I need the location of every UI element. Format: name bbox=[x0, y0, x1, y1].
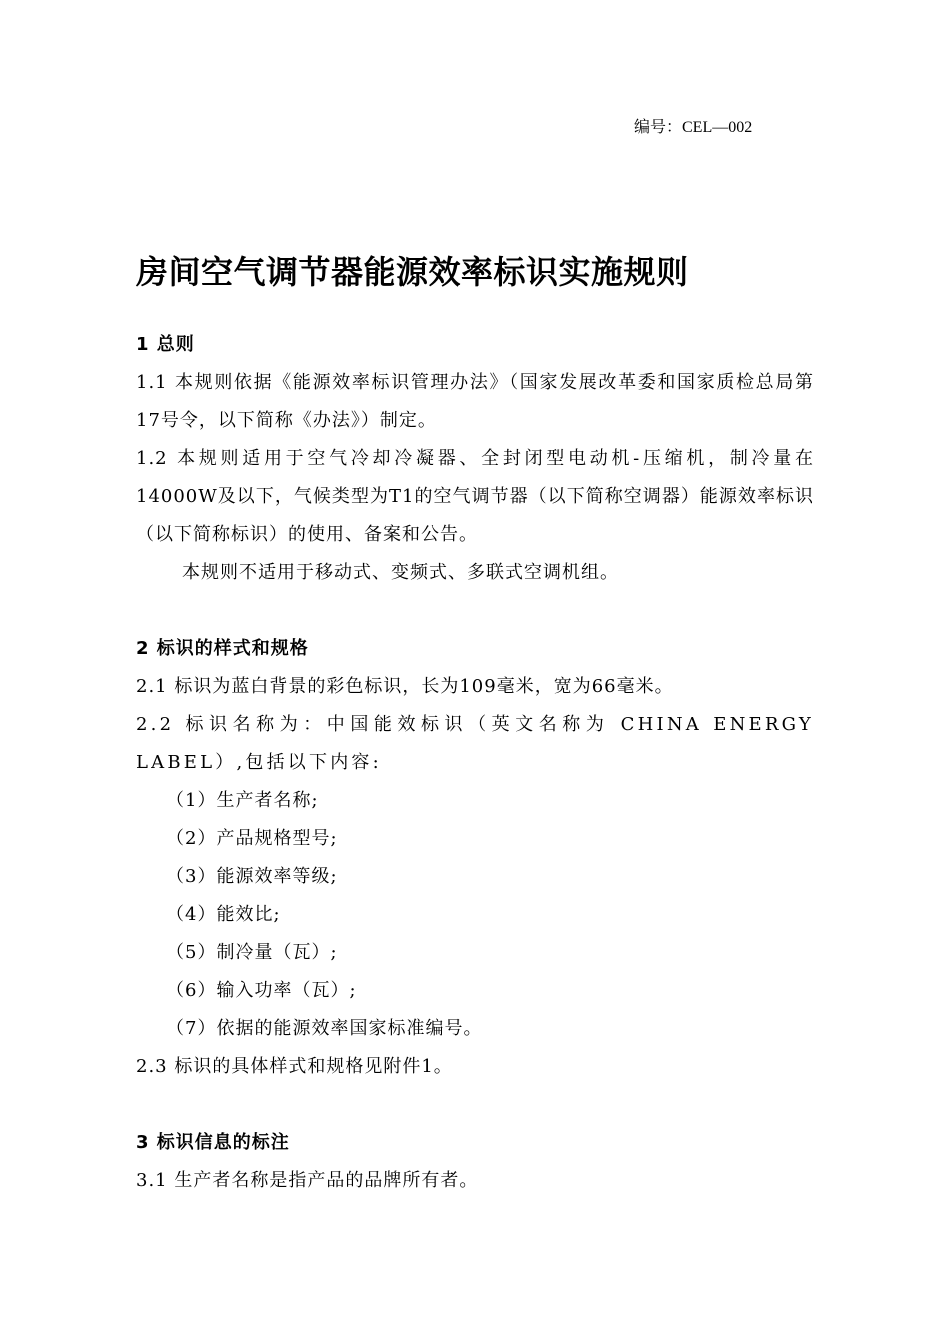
list-item: （5）制冷量（瓦）; bbox=[166, 942, 338, 963]
list-item: （4）能效比; bbox=[166, 904, 281, 925]
clause-2-3: 2.3 标识的具体样式和规格见附件1。 bbox=[136, 1056, 453, 1077]
section-label-style bbox=[136, 630, 814, 1086]
clause-1-2: 1.2 本规则适用于空气冷却冷凝器、全封闭型电动机-压缩机，制冷量在14000W及以下，气候类型为T1的空气调节器（以下简称空调器）能源效率标识（以下简称标识）的使用、备案和公告。 bbox=[136, 448, 814, 545]
clause-1-1: 1.1 本规则依据《能源效率标识管理办法》（国家发展改革委和国家质检总局第17号令，以下简称《办法》）制定。 bbox=[136, 372, 814, 431]
clause-2-1: 2.1 标识为蓝白背景的彩色标识，长为109毫米，宽为66毫米。 bbox=[136, 676, 674, 697]
section-general bbox=[136, 326, 814, 592]
clause-2-2: 2.2 标识名称为：中国能效标识（英文名称为 CHINA ENERGY LABEL）,包括以下内容: bbox=[136, 714, 814, 773]
document-title: 房间空气调节器能源效率标识实施规则 bbox=[136, 253, 689, 291]
list-item: （3）能源效率等级; bbox=[166, 866, 338, 887]
clause-3-1: 3.1 生产者名称是指产品的品牌所有者。 bbox=[136, 1170, 479, 1191]
section-heading: 3 标识信息的标注 bbox=[136, 1132, 290, 1153]
label-content-list bbox=[136, 782, 814, 1048]
list-item: （7）依据的能源效率国家标准编号。 bbox=[166, 1018, 483, 1039]
document-body bbox=[136, 326, 814, 1200]
section-spacer bbox=[136, 592, 814, 630]
list-item: （1）生产者名称; bbox=[166, 790, 319, 811]
section-label-info bbox=[136, 1124, 814, 1200]
document-number: 编号：CEL—002 bbox=[634, 119, 753, 136]
list-item: （6）输入功率（瓦）; bbox=[166, 980, 357, 1001]
list-item: （2）产品规格型号; bbox=[166, 828, 338, 849]
section-heading: 1 总则 bbox=[136, 334, 195, 355]
section-spacer bbox=[136, 1086, 814, 1124]
section-heading: 2 标识的样式和规格 bbox=[136, 638, 309, 659]
clause-1-exclusion: 本规则不适用于移动式、变频式、多联式空调机组。 bbox=[182, 562, 619, 583]
